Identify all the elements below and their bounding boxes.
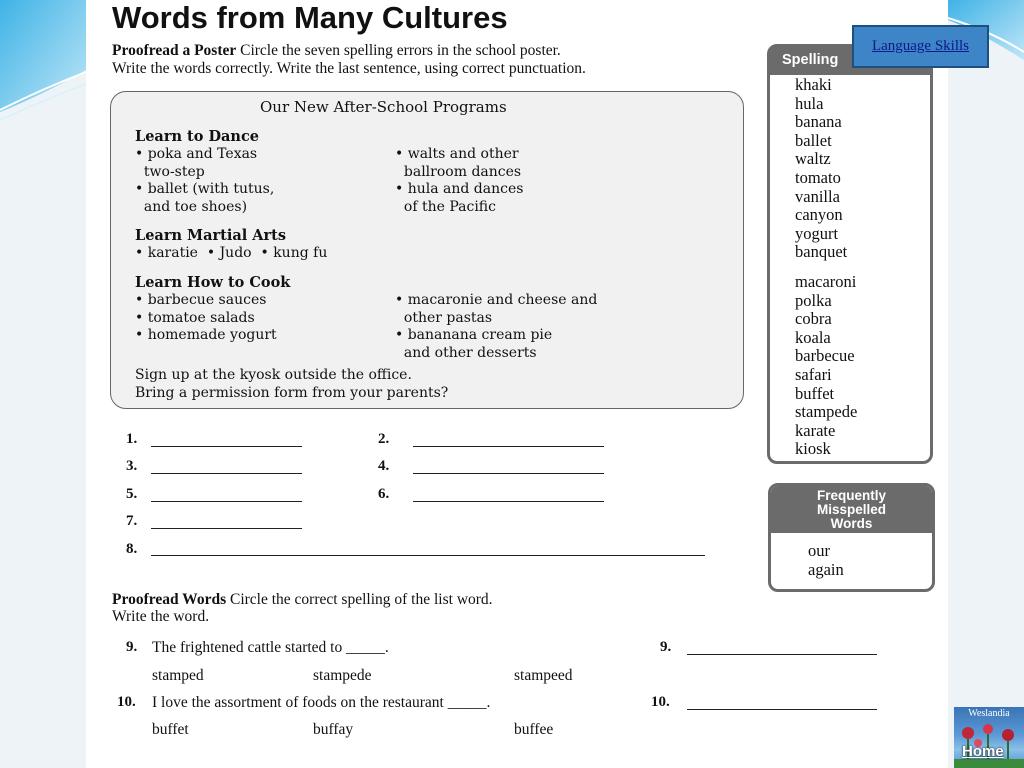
instructions-line-1 — [112, 41, 561, 60]
section-title-dance: Learn to Dance — [135, 128, 260, 145]
answer-label-3: 3. — [126, 458, 138, 474]
section-title-martial-arts: Learn Martial Arts — [135, 227, 287, 244]
answer-label-4: 4. — [378, 458, 390, 474]
answer-line-6[interactable] — [413, 501, 604, 502]
cook-right-4: and other desserts — [395, 344, 537, 361]
answer-label-8: 8. — [126, 541, 138, 557]
instructions-line-2: Write the words correctly. Write the last sentence, using correct punctuation. — [112, 60, 586, 77]
answer-number-10: 10. — [651, 694, 670, 710]
question-number-9: 9. — [126, 639, 138, 655]
answer-line-8[interactable] — [151, 555, 705, 556]
spelling-word: safari — [795, 365, 832, 384]
header-line: Frequently — [816, 488, 886, 503]
section-title-cook: Learn How to Cook — [135, 274, 291, 291]
question-10-sentence: I love the assortment of foods on the restaurant _____. — [152, 694, 491, 711]
spelling-word: barbecue — [795, 346, 855, 366]
dance-left-1: • poka and Texas — [135, 146, 258, 162]
answer-label-6: 6. — [378, 486, 390, 502]
spelling-word: buffet — [795, 383, 835, 403]
header-line: Words — [830, 515, 873, 531]
proofread-words-bold: Proofread Words — [112, 591, 227, 608]
option-9c[interactable]: stampeed — [514, 667, 573, 684]
instructions-text: Circle the seven spelling errors in the school poster. — [236, 42, 561, 59]
frequent-word: our — [808, 541, 830, 560]
answer-line-9[interactable] — [687, 654, 877, 655]
answer-line-7[interactable] — [151, 528, 302, 529]
answer-label-2: 2. — [378, 431, 390, 447]
answer-line-2[interactable] — [413, 446, 604, 447]
frequently-misspelled-header — [771, 486, 932, 533]
cook-right-1: • macaronie and cheese and — [395, 292, 598, 308]
poster-heading: Our New After-School Programs — [260, 98, 507, 116]
spelling-word: stampede — [795, 402, 858, 422]
dance-right-3: • hula and dances — [395, 181, 524, 197]
dance-left-4: and toe shoes) — [135, 198, 248, 215]
home-label: Home — [962, 743, 1004, 760]
answer-line-5[interactable] — [151, 501, 302, 502]
spelling-word: vanilla — [795, 186, 840, 206]
answer-label-1: 1. — [126, 431, 138, 447]
spelling-word: waltz — [795, 149, 831, 169]
option-10c[interactable]: buffee — [514, 721, 554, 738]
spelling-word: yogurt — [795, 223, 839, 243]
proofread-words-text: Circle the correct spelling of the list word. — [226, 591, 493, 608]
option-10a[interactable]: buffet — [152, 721, 189, 738]
spelling-header: Spelling — [770, 47, 930, 75]
spelling-word: ballet — [795, 130, 832, 150]
dance-right-4: of the Pacific — [395, 198, 496, 215]
spelling-word-box — [767, 44, 933, 464]
frequent-word: again — [808, 560, 844, 579]
poster-footer-2: Bring a permission form from your parents? — [135, 384, 449, 401]
header-line: Misspelled — [816, 501, 887, 517]
dance-left-2: two-step — [135, 163, 205, 180]
option-10b[interactable]: buffay — [313, 721, 354, 738]
question-9-sentence: The frightened cattle started to _____. — [152, 639, 389, 656]
martial-arts-list: • karatie • Judo • kung fu — [135, 245, 328, 261]
frequently-misspelled-box — [768, 483, 935, 592]
proofread-words-line-2: Write the word. — [112, 608, 210, 625]
spelling-word: canyon — [795, 205, 843, 225]
school-poster — [110, 91, 744, 409]
answer-line-1[interactable] — [151, 446, 302, 447]
cook-left-2: • tomatoe salads — [135, 309, 255, 326]
spelling-word: polka — [795, 290, 832, 310]
instructions-bold: Proofread a Poster — [112, 42, 237, 59]
cook-right-2: other pastas — [395, 309, 493, 326]
spelling-word: hula — [795, 93, 824, 113]
answer-label-5: 5. — [126, 486, 138, 502]
spelling-word: cobra — [795, 309, 832, 329]
weslandia-label: Weslandia — [968, 708, 1010, 719]
option-9a[interactable]: stamped — [152, 667, 204, 684]
spelling-word: banquet — [795, 242, 848, 262]
dance-right-2: ballroom dances — [395, 163, 522, 180]
spelling-word: macaroni — [795, 272, 857, 291]
cook-left-1: • barbecue sauces — [135, 292, 267, 308]
home-button[interactable] — [954, 707, 1024, 768]
language-skills-link[interactable] — [852, 25, 989, 68]
answer-line-10[interactable] — [687, 709, 877, 710]
spelling-word: banana — [795, 112, 842, 132]
cook-right-3: • banananа cream pie — [395, 327, 553, 343]
option-9b[interactable]: stampede — [313, 667, 372, 684]
cook-left-3: • homemade yogurt — [135, 327, 277, 343]
question-number-10: 10. — [117, 694, 136, 710]
page-title: Words from Many Cultures — [112, 0, 508, 35]
answer-label-7: 7. — [126, 513, 138, 529]
dance-right-1: • walts and other — [395, 146, 519, 162]
answer-line-3[interactable] — [151, 473, 302, 474]
spelling-word: koala — [795, 327, 831, 347]
spelling-word: kiosk — [795, 439, 831, 459]
dance-left-3: • ballet (with tutus, — [135, 181, 275, 197]
spelling-word: tomato — [795, 168, 841, 187]
answer-number-9: 9. — [660, 639, 672, 655]
spelling-word: khaki — [795, 75, 832, 94]
language-skills-label: Language Skills — [871, 38, 970, 54]
answer-line-4[interactable] — [413, 473, 604, 474]
poster-footer-1: Sign up at the kyosk outside the office. — [135, 367, 412, 383]
spelling-word: karate — [795, 420, 836, 440]
